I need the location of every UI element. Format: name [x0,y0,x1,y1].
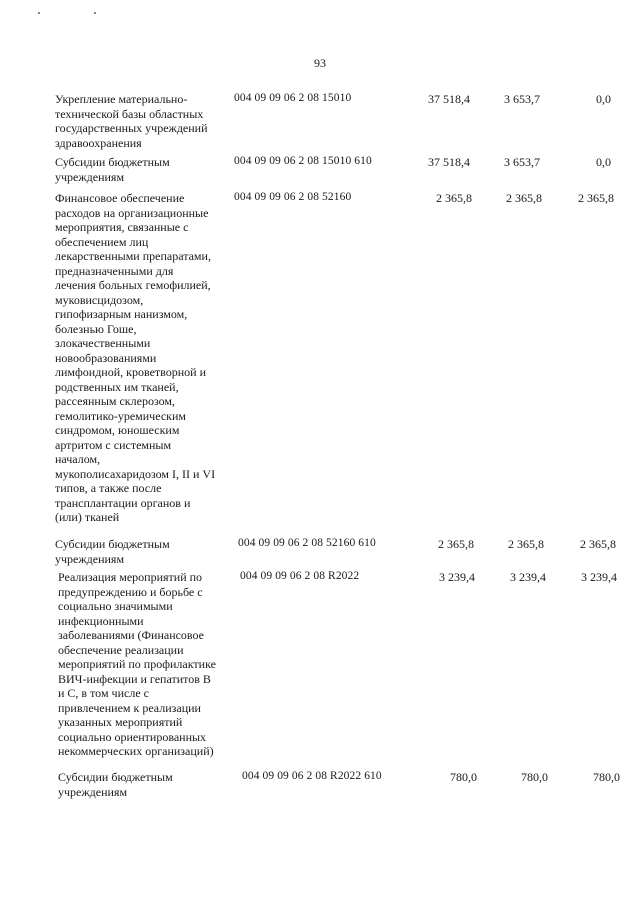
page-number: 93 [314,56,326,70]
row-description: Укрепление материально- технической базы областных государственных учреждений здравоохранения [55,92,208,150]
row-value-3: 3 239,4 [581,570,617,584]
row-value-2: 780,0 [521,770,548,784]
row-value-3: 780,0 [593,770,620,784]
row-description: Субсидии бюджетным учреждениям [55,537,170,566]
row-value-1: 37 518,4 [428,155,470,169]
row-codes: 004 09 09 06 2 08 52160 [234,191,352,203]
row-value-3: 2 365,8 [580,537,616,551]
row-value-2: 2 365,8 [506,191,542,205]
row-description: Реализация мероприятий по предупреждению и борьбе с социально значимыми инфекционными заболеваниями (Финансовое обеспечение реализации мероприятий по профилактике ВИЧ-инфекции и гепатитов В и С, в том числе с привлечением к реализации указанных мероприятий социально ориентированных некоммерческих организаций) [58,570,216,758]
row-description: Субсидии бюджетным учреждениям [58,770,173,799]
row-codes: 004 09 09 06 2 08 15010 [234,92,352,104]
row-value-1: 2 365,8 [438,537,474,551]
row-value-3: 0,0 [596,155,611,169]
row-value-1: 780,0 [450,770,477,784]
row-description: Субсидии бюджетным учреждениям [55,155,170,184]
row-codes: 004 09 09 06 2 08 15010 610 [234,155,372,167]
row-value-2: 3 653,7 [504,155,540,169]
row-value-2: 3 239,4 [510,570,546,584]
scan-mark [94,12,96,14]
row-codes: 004 09 09 06 2 08 52160 610 [238,537,376,549]
row-description: Финансовое обеспечение расходов на организационные мероприятия, связанные с обеспечением лиц лекарственными препаратами, предназначенными для лечения больных гемофилией, муковисцидозом, гипофизарным нанизмом, болезнью Гоше, злокачественными новообразованиями лимфоидной, кроветворной и родственных им тканей, рассеянным склерозом, гемолитико-уремическим синдромом, юношеским артритом с системным началом, мукополисахаридозом I, II и VI типов, а также после трансплантации органов и (или) тканей [55,191,216,524]
row-value-3: 0,0 [596,92,611,106]
row-codes: 004 09 09 06 2 08 R2022 610 [242,770,382,782]
row-value-1: 2 365,8 [436,191,472,205]
row-value-1: 37 518,4 [428,92,470,106]
row-value-1: 3 239,4 [439,570,475,584]
scan-mark [38,12,40,14]
row-value-2: 2 365,8 [508,537,544,551]
row-value-2: 3 653,7 [504,92,540,106]
row-value-3: 2 365,8 [578,191,614,205]
row-codes: 004 09 09 06 2 08 R2022 [240,570,360,582]
